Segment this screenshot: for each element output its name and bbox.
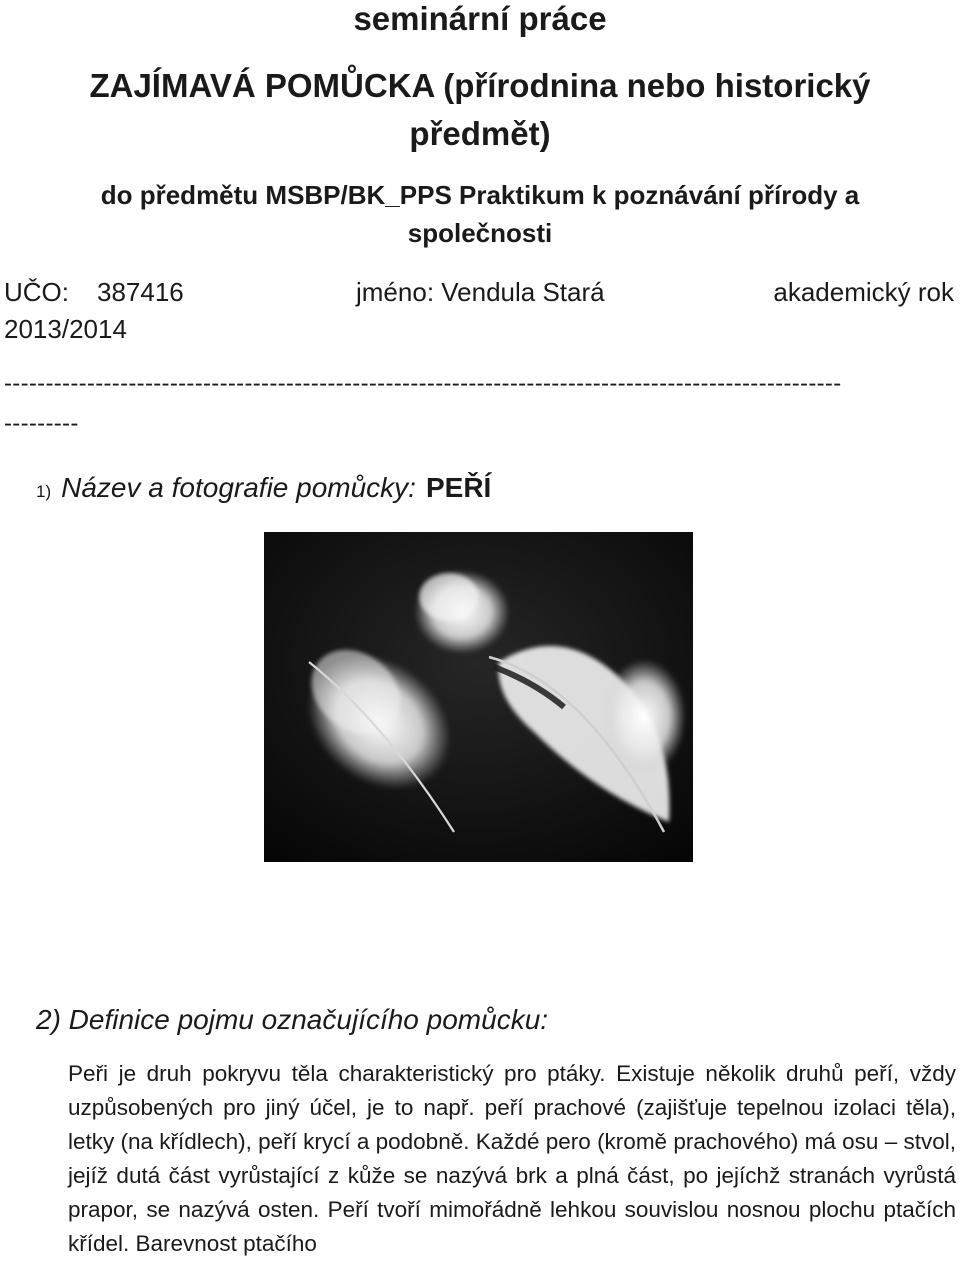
- student-name: jméno: Vendula Stará: [356, 277, 605, 307]
- separator-line-continued: ---------: [4, 410, 79, 437]
- uco-value: 387416: [97, 277, 184, 307]
- document-subtitle: seminární práce: [353, 0, 607, 37]
- course-name: do předmětu MSBP/BK_PPS Praktikum k poznávání přírody a společnosti: [100, 180, 860, 248]
- academic-year-label: akademický rok: [773, 277, 954, 307]
- uco-label: UČO:: [4, 277, 69, 307]
- document-title: ZAJÍMAVÁ POMŮCKA (přírodnina nebo historický předmět): [89, 67, 871, 152]
- section-1-label: Název a fotografie pomůcky:: [61, 472, 416, 503]
- feather-photo: [264, 532, 693, 862]
- academic-year-value: 2013/2014: [4, 314, 127, 344]
- section-1-number: 1): [36, 482, 52, 501]
- separator-line: -----------------------------------------------------------------------------------------------------: [4, 370, 842, 397]
- small-feather: [414, 570, 510, 654]
- item-name: PEŘÍ: [425, 472, 492, 503]
- uco-field: [4, 274, 184, 310]
- section-2-heading: 2) Definice pojmu označujícího pomůcku:: [36, 1004, 549, 1035]
- definition-text: Peři je druh pokryvu těla charakteristický pro ptáky. Existuje několik druhů peří, vždy uzpůsobených pro jiný účel, je to např. peří prachové (zajišťuje tepelnou izolaci těla), letky (na křídlech), peří krycí a podobně. Každé pero (kromě prachového) má osu – stvol, jejíž dutá část vyrůstající z kůže se nazývá brk a plná část, po jejíchž stranách vyrůstá prapor, se nazývá osten. Peří tvoří mimořádně lehkou souvislou nosnou plochu ptačích křídel. Barevnost ptačího: [68, 1061, 956, 1256]
- section-1-heading: [36, 468, 491, 512]
